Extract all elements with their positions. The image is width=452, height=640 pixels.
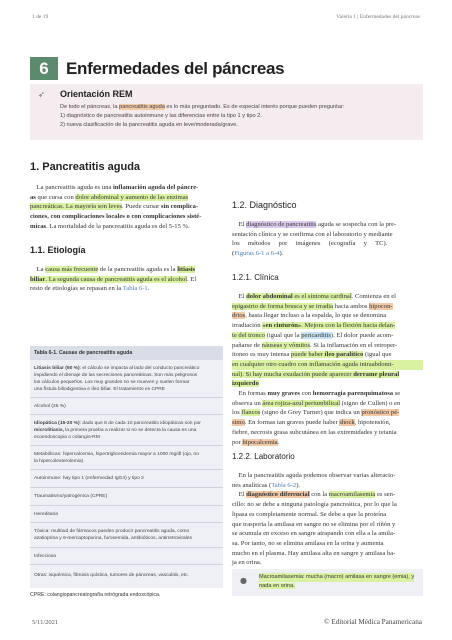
paragraph-etiology: La causa más frecuente de la pancreatitis aguda es la litiasis biliar. La segunda causa de pancreatitis aguda es el alcohol. El resto de etiologías se repasan en la Tabla 6-1. [30, 266, 197, 293]
table-link[interactable]: Tabla 6-1 [122, 285, 148, 293]
rem-title: Orientación REM [60, 89, 133, 99]
pin-icon: ➶ [38, 90, 45, 99]
lightbulb-icon: ● [240, 576, 247, 585]
subsubsection-title: 1.2.2. Laboratorio [232, 452, 295, 461]
rem-box [30, 84, 423, 140]
causes-table [30, 346, 223, 588]
running-header: Valeria 1 | Enfermedades del páncreas [336, 14, 420, 20]
paragraph-diagnosis: El diagnóstico de pancreatitis aguda se sospecha con la pre- sentación clínica y se confirma con el laboratorio y mediante los métodos por imágenes (ecografía y TC). (Figuras 6-1 a 6-4). [232, 221, 397, 258]
table-row: Infecciosa [30, 548, 223, 565]
footer-date: 5/11/2021 [32, 619, 59, 626]
table-row: Tóxica: multitud de fármacos pueden producir pancreatitis aguda, como azatioprina y 6-mercaptopurina, furosemida, antibióticos, antirretrovirales [30, 523, 223, 548]
chapter-title: Enfermedades del páncreas [66, 58, 285, 78]
table-row: Traumatismo/yatrogénica (CPRE) [30, 488, 223, 506]
subsection-title: 1.1. Etiología [30, 245, 86, 255]
mnemonic-box [232, 569, 423, 596]
footer-publisher: © Editorial Médica Panamericana [324, 618, 422, 626]
subsubsection-title: 1.2.1. Clínica [232, 273, 279, 282]
page-counter: 1 de 19 [32, 14, 49, 20]
paragraph-intro: La pancreatitis aguda es una inflamación aguda del páncre- as que cursa con dolor abdominal y aumento de las enzimas pancreáticas. La mayoría son leves. Puede cursar sin complica- ciones, con complicaciones locales o con complicaciones sisté- micas. La mortalidad de la pancreatitis aguda es del 5-15 %. [30, 184, 202, 230]
table-header: Tabla 6-1. Causas de pancreatitis aguda [30, 346, 223, 360]
table-row: Litiasis biliar (50 %): el cálculo se impacta al lado del conducto pancreático impidiendo el drenaje de las secreciones pancreáticas. Son más peligrosos los cálculos pequeños. Los muy grandes no se mueven y suelen formar una fístula biliodigestiva e íleo biliar. El tratamiento es CPRE [30, 360, 223, 398]
table-row: Otras: isquémica, fibrosis quística, tumores de páncreas, vasculitis, etc. [34, 572, 189, 578]
table-row: Alcohol (25 %) [30, 398, 223, 415]
table-row: Autoinmune: hay tipo 1 (enfermedad IgG4) y tipo 2 [30, 470, 223, 488]
chapter-heading [30, 57, 284, 80]
table-row: Idiopática (15-20 %): dado que 8 de cada 10 pancreatitis idiopáticas son por microlitiasis, la primera prueba a realizar si no se detecta la causa es una ecoendoscopia o colangio-RM [30, 415, 223, 446]
chapter-number: 6 [30, 57, 58, 80]
rem-body: De todo el páncreas, la pancreatitis aguda es lo más preguntado. Es de especial interés porque pueden preguntar: 1) diagnóstico de pancreatitis autoinmune y las diferencias entre la tipo 1 y tipo 2. 2) nueva clasificación de la pancreatitis aguda en leve/moderada/grave. [60, 104, 345, 128]
paragraph-laboratory: En la pancreatitis aguda podemos observar varias alteracio- nes analíticas (Tabla 6-2). El diagnóstico diferencial con la macroamilasemia es sen- cillo: no se debe a ninguna patología pancreática, por lo que la lipasa es completamente normal. Se debe a que la proteína que trasporta la amilasa en sangre no se elimina por el riñón y se acumula en exceso en sangre atrapando con ella a la amila- sa. Por tanto, no se elimina amilasa en la orina y aumenta mucho en el plasma. Hay amilasa alta en sangre y amilasa ba- ja en orina. [232, 472, 397, 567]
mnemonic-text: Macroamilasemia: mucha (macro) amilasa en sangre (emia), y nada en orina. [259, 574, 415, 589]
table-footnote: CPRE: colangiopancreatografía retrógrada endoscópica. [30, 592, 161, 598]
figures-link[interactable]: Figuras 6-1 a 6-4 [234, 250, 280, 258]
table-row: Hereditaria [30, 506, 223, 523]
section-title: 1. Pancreatitis aguda [30, 161, 141, 173]
subsection-title: 1.2. Diagnóstico [232, 200, 297, 210]
table-link[interactable]: Tabla 6-2 [271, 481, 297, 489]
paragraph-clinical: El dolor abdominal es el síntoma cardinal. Comienza en el epigastrio de forma brusca y se irradia hacia ambos hipocon- drios, hasta llegar incluso a la espalda, lo que se denomina irradiación «en cinturón». Mejora con la flexión hacia delan- te del tronco (igual que la pericarditis). El dolor puede acom- pañarse de náuseas y vómitos. Si la inflamación en el retroper- itoneo es muy intensa puede haber íleo paralítico (igual que en cualquier otro cuadro con inflamación aguda intraabdomi- nal). Si hay mucha exudación puede aparecer derrame pleural izquierdo En formas muy graves con hemorragia parenquimatosa se observa un área rojiza-azul periumbilical (signo de Cullen) o en los flancos (signo de Grey Turner) que indica un pronóstico pé- simo. En formas tan graves puede haber shock, hipotensión, fiebre, necrosis grasa subcutánea en las extremidades y tetania por hipocalcemia. [232, 292, 423, 447]
table-row: Metabólicas: hipercalcemia, hipertrigliceridemia mayor a 1000 mg/dl (ojo, no la hipercolesterolemia) [30, 446, 223, 470]
